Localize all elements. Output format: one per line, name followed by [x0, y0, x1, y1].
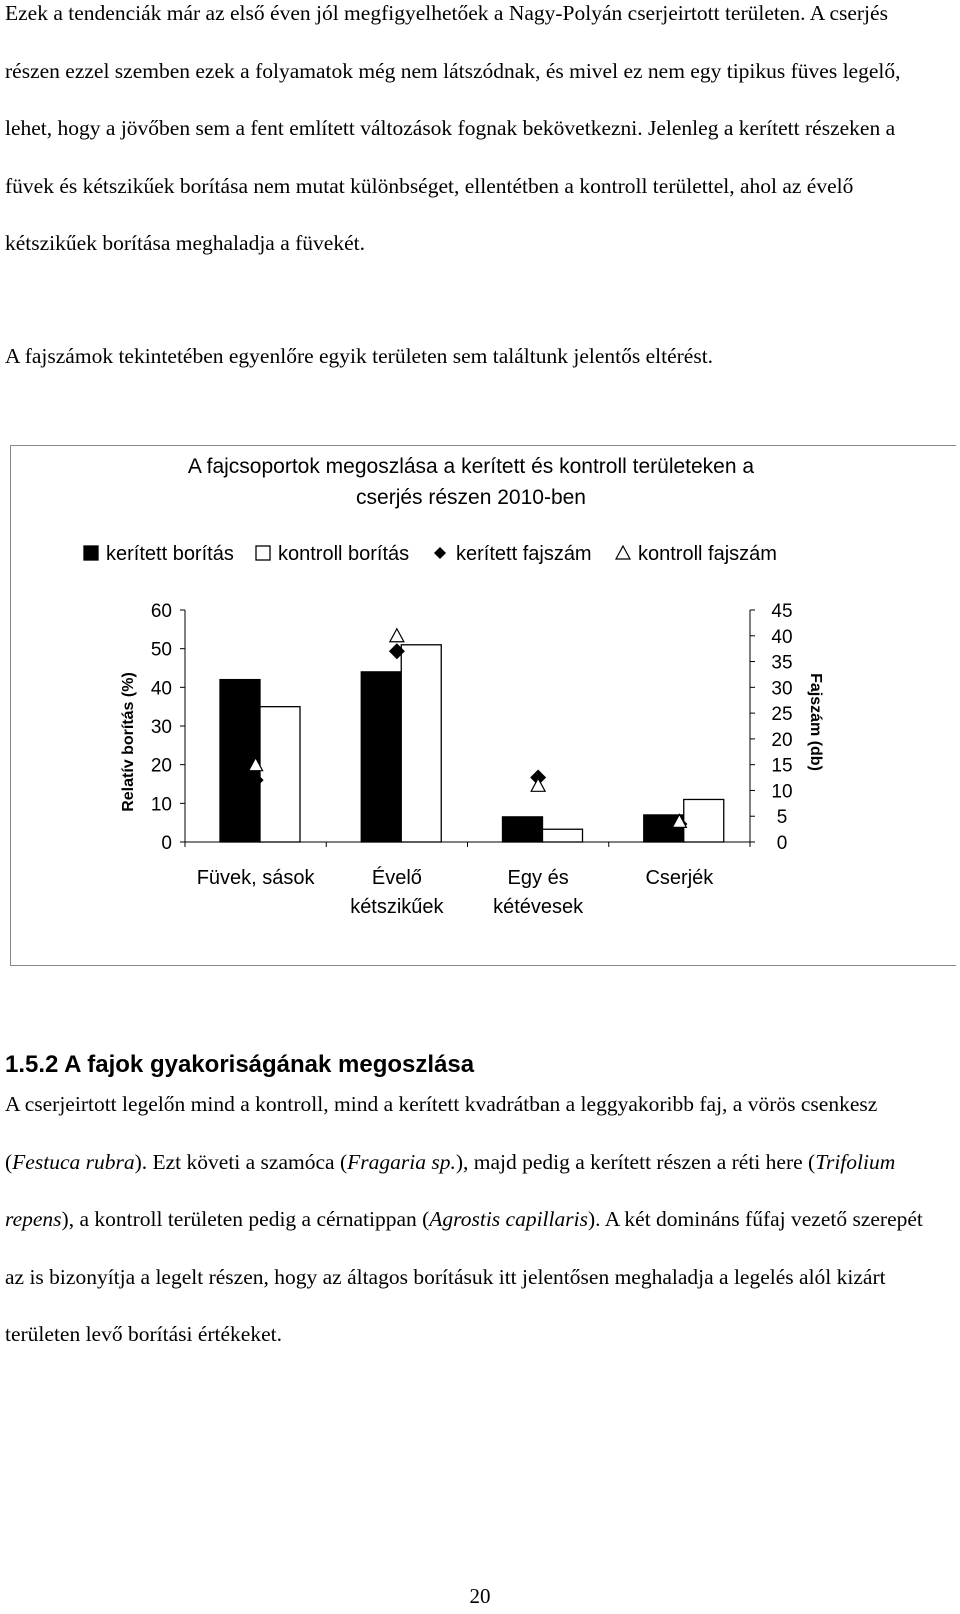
- text-run: Ezek a tendenciák már az első éven jól megfigyelhetőek a Nagy-Polyán cserjeirtott területen. A cserjés részen ezzel szemben ezek a folyamatok még nem látszódnak, és mivel ez nem egy tipikus füves legelő, lehet, hogy a jövőben sem a fent említett változások fognak bekövetkezni. Jelenleg a kerített részeken a füvek és kétszikűek borítása nem mutat különbséget, ellentétben a kontroll területtel, ahol az évelő kétszikűek borítása meghaladja a füvekét.: [5, 1, 901, 255]
- section-heading: 1.5.2 A fajok gyakoriságának megoszlása: [5, 1051, 475, 1078]
- chart-title: cserjés részen 2010-ben: [356, 486, 586, 509]
- legend-swatch: [84, 546, 98, 560]
- paragraph-2: [5, 328, 713, 386]
- species-name: Fragaria sp.: [347, 1149, 456, 1174]
- species-name: Festuca rubra: [12, 1149, 135, 1174]
- y2-tick-label: 35: [771, 652, 793, 674]
- legend-label: kontroll fajszám: [638, 543, 777, 565]
- y2-tick-label: 25: [771, 704, 793, 726]
- species-name: Trifolium repens: [5, 1149, 896, 1231]
- paragraph-3: [5, 1076, 940, 1364]
- y2-tick-label: 10: [771, 781, 793, 803]
- text-run: ). A két domináns fűfaj vezető szerepét az is bizonyítja a legelt részen, hogy az áltagos borításuk itt jelentősen meghaladja a legelés alól kizárt területen levő borítási értékeket.: [5, 1207, 923, 1346]
- y-tick-label: 30: [150, 717, 172, 738]
- chart-title: A fajcsoportok megoszlása a kerített és kontroll területeken a: [187, 455, 755, 478]
- y-tick-label: 50: [150, 639, 172, 661]
- species-name: Agrostis capillaris: [429, 1207, 588, 1231]
- y-axis-title: Relatív borítás (%): [120, 672, 137, 812]
- bar: [503, 817, 543, 842]
- y-tick-label: 40: [150, 678, 172, 700]
- bar: [684, 799, 724, 842]
- x-tick-label: Egy és: [507, 867, 569, 889]
- y2-axis-title: Fajszám (db): [807, 673, 824, 771]
- y-tick-label: 60: [150, 601, 172, 622]
- x-tick-label: kétszikűek: [350, 896, 444, 918]
- x-tick-label: Évelő: [371, 867, 422, 889]
- x-tick-label: kétévesek: [493, 896, 584, 918]
- y-tick-label: 20: [150, 755, 172, 777]
- text-run: A fajszámok tekintetében egyenlőre egyik területen sem találtunk jelentős eltérést.: [5, 344, 714, 368]
- legend-label: kerített fajszám: [456, 543, 592, 565]
- x-tick-label: Cserjék: [645, 867, 714, 889]
- bar: [543, 829, 583, 842]
- text-run: A cserjeirtott legelőn mind a kontroll, mind a kerített kvadrátban a leggyakoribb faj, a vörös csenkesz (: [5, 1092, 878, 1174]
- bar: [401, 645, 441, 842]
- y2-tick-label: 45: [771, 601, 793, 622]
- legend-label: kontroll borítás: [278, 543, 410, 565]
- paragraph-1: [5, 0, 940, 273]
- text-run: ). Ezt követi a szamóca (: [134, 1149, 348, 1174]
- y-tick-label: 0: [161, 833, 172, 854]
- legend-swatch: [256, 546, 270, 560]
- y2-tick-label: 40: [771, 626, 793, 648]
- y2-tick-label: 30: [771, 678, 793, 700]
- text-run: ), a kontroll területen pedig a cérnatippan (: [61, 1207, 430, 1231]
- legend-label: kerített borítás: [106, 543, 234, 565]
- x-tick-label: Füvek, sások: [196, 867, 315, 889]
- chart-svg: [10, 445, 956, 967]
- y2-tick-label: 20: [771, 729, 793, 751]
- bar: [361, 672, 401, 842]
- chart: [10, 445, 956, 967]
- y2-tick-label: 15: [771, 755, 793, 777]
- y2-tick-label: 0: [776, 833, 788, 854]
- y2-tick-label: 5: [776, 807, 788, 829]
- text-run: ), majd pedig a kerített részen a réti here (: [455, 1149, 816, 1174]
- y-tick-label: 10: [150, 794, 172, 816]
- bar: [260, 707, 300, 842]
- page-number: 20: [469, 1584, 491, 1608]
